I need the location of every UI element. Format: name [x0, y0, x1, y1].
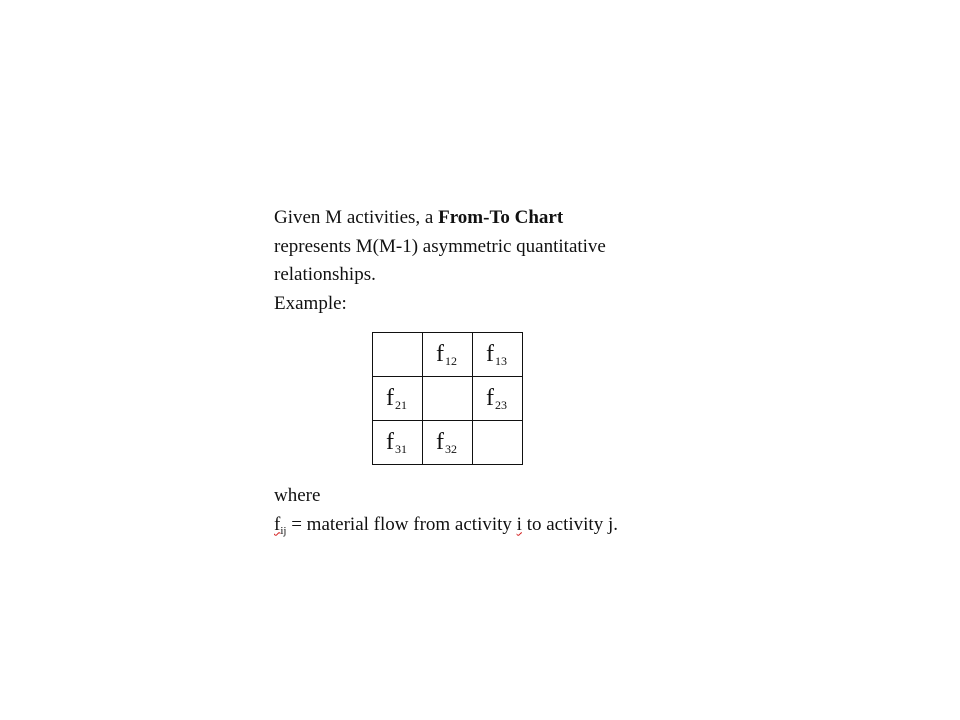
- from-to-chart-term: From-To Chart: [438, 207, 564, 228]
- matrix-cell-2-2: [423, 377, 473, 421]
- definition-line: [274, 511, 714, 542]
- flow-symbol: $f_{ij}$: [274, 513, 287, 537]
- matrix-cell-3-3: [473, 421, 523, 465]
- matrix-cell-2-1: f21: [373, 377, 423, 421]
- example-label: Example:: [274, 292, 347, 314]
- definition-text-a: = material flow from activity: [286, 513, 517, 535]
- intro-text: [274, 204, 714, 318]
- intro-line-1: [274, 204, 714, 233]
- matrix-row-3: [373, 421, 523, 465]
- intro-line-2: represents M(M-1) asymmetric quantitative: [274, 235, 606, 257]
- matrix-cell-1-1: [373, 333, 423, 377]
- matrix-row-1: [373, 333, 523, 377]
- variable-i: i: [516, 513, 522, 535]
- definition-text: [274, 482, 714, 541]
- where-label: where: [274, 485, 321, 506]
- matrix-cell-1-2: f12: [423, 333, 473, 377]
- matrix-cell-3-2: f32: [423, 421, 473, 465]
- intro-line-3: relationships.: [274, 264, 376, 285]
- definition-text-b: to activity: [521, 513, 608, 535]
- variable-j: j: [607, 513, 614, 535]
- from-to-matrix: [372, 332, 523, 465]
- matrix-row-2: [373, 377, 523, 421]
- matrix-cell-2-3: f23: [473, 377, 523, 421]
- definition-text-c: .: [613, 513, 618, 535]
- matrix-cell-3-1: f31: [373, 421, 423, 465]
- intro-line-1-prefix: Given M activities, a: [274, 207, 439, 228]
- matrix-cell-1-3: f13: [473, 333, 523, 377]
